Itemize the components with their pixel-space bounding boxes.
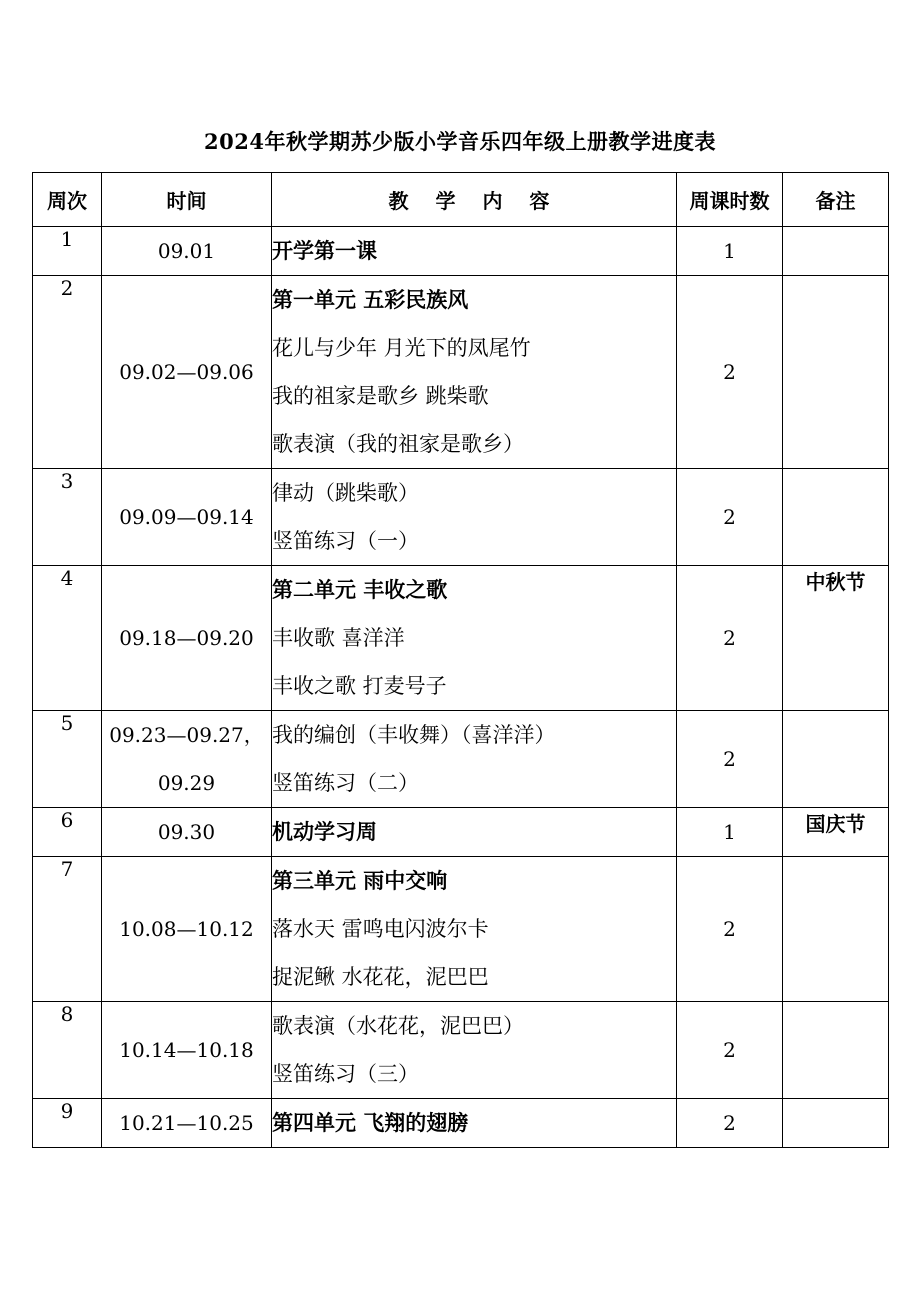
week-cell: 4 xyxy=(33,566,102,711)
table-row xyxy=(33,566,889,711)
content-cell xyxy=(272,227,677,276)
header-week: 周次 xyxy=(33,173,102,227)
week-cell: 8 xyxy=(33,1002,102,1099)
lesson-item: 落水天 雷鸣电闪波尔卡 xyxy=(272,917,489,941)
content-cell xyxy=(272,1099,677,1148)
table-row xyxy=(33,227,889,276)
hours-cell: 2 xyxy=(677,711,783,808)
time-cell xyxy=(102,1099,272,1148)
note-cell: 国庆节 xyxy=(783,808,889,857)
content-cell xyxy=(272,808,677,857)
week-cell: 7 xyxy=(33,857,102,1002)
header-hours: 周课时数 xyxy=(677,173,783,227)
hours-cell: 1 xyxy=(677,808,783,857)
hours-cell: 2 xyxy=(677,857,783,1002)
schedule-body xyxy=(33,227,889,1148)
time-line: 10.08—10.12 xyxy=(119,917,254,941)
hours-cell: 2 xyxy=(677,566,783,711)
time-cell xyxy=(102,1002,272,1099)
lesson-item: 歌表演（我的祖家是歌乡） xyxy=(272,432,524,456)
unit-heading: 开学第一课 xyxy=(272,238,377,263)
header-content: 教 学 内 容 xyxy=(272,173,677,227)
time-cell xyxy=(102,711,272,808)
unit-heading: 第三单元 雨中交响 xyxy=(272,868,448,893)
lesson-item: 捉泥鳅 水花花，泥巴巴 xyxy=(272,965,489,989)
lesson-item: 我的编创（丰收舞）（喜洋洋） xyxy=(272,723,556,747)
note-cell xyxy=(783,1002,889,1099)
time-line: 10.14—10.18 xyxy=(119,1038,254,1062)
page-title: 2024年秋学期苏少版小学音乐四年级上册教学进度表 xyxy=(204,129,716,154)
note-cell xyxy=(783,1099,889,1148)
unit-heading: 第四单元 飞翔的翅膀 xyxy=(272,1110,469,1135)
note-cell: 中秋节 xyxy=(783,566,889,711)
lesson-item: 竖笛练习（二） xyxy=(272,771,419,795)
header-time: 时间 xyxy=(102,173,272,227)
content-cell xyxy=(272,711,677,808)
lesson-item: 丰收之歌 打麦号子 xyxy=(272,674,447,698)
lesson-item: 花儿与少年 月光下的凤尾竹 xyxy=(272,336,531,360)
time-line: 09.02—09.06 xyxy=(119,360,254,384)
hours-cell: 2 xyxy=(677,469,783,566)
lesson-item: 丰收歌 喜洋洋 xyxy=(272,626,405,650)
hours-cell: 2 xyxy=(677,276,783,469)
lesson-item: 歌表演（水花花，泥巴巴） xyxy=(272,1014,524,1038)
header-note: 备注 xyxy=(783,173,889,227)
time-cell xyxy=(102,857,272,1002)
time-cell xyxy=(102,808,272,857)
time-line: 10.21—10.25 xyxy=(119,1111,254,1135)
unit-heading: 第一单元 五彩民族风 xyxy=(272,287,469,312)
time-line: 09.30 xyxy=(157,820,216,844)
week-cell: 5 xyxy=(33,711,102,808)
content-cell xyxy=(272,566,677,711)
hours-cell: 2 xyxy=(677,1099,783,1148)
content-cell xyxy=(272,1002,677,1099)
week-cell: 3 xyxy=(33,469,102,566)
note-cell xyxy=(783,857,889,1002)
week-cell: 1 xyxy=(33,227,102,276)
time-line: 09.09—09.14 xyxy=(119,505,254,529)
table-row xyxy=(33,276,889,469)
table-row xyxy=(33,808,889,857)
time-cell xyxy=(102,566,272,711)
note-cell xyxy=(783,469,889,566)
time-cell xyxy=(102,227,272,276)
time-cell xyxy=(102,276,272,469)
time-cell xyxy=(102,469,272,566)
table-row xyxy=(33,1099,889,1148)
table-row xyxy=(33,1002,889,1099)
time-line: 09.01 xyxy=(157,239,216,263)
header-row xyxy=(33,173,889,227)
lesson-item: 竖笛练习（一） xyxy=(272,529,419,553)
content-cell xyxy=(272,276,677,469)
time-line: 09.29 xyxy=(157,771,216,795)
content-cell xyxy=(272,857,677,1002)
time-line: 09.23—09.27， xyxy=(109,723,264,747)
content-cell xyxy=(272,469,677,566)
unit-heading: 机动学习周 xyxy=(272,819,377,844)
hours-cell: 2 xyxy=(677,1002,783,1099)
lesson-item: 我的祖家是歌乡 跳柴歌 xyxy=(272,384,489,408)
table-row xyxy=(33,469,889,566)
lesson-item: 律动（跳柴歌） xyxy=(272,481,419,505)
note-cell xyxy=(783,276,889,469)
table-row xyxy=(33,857,889,1002)
hours-cell: 1 xyxy=(677,227,783,276)
table-row xyxy=(33,711,889,808)
unit-heading: 第二单元 丰收之歌 xyxy=(272,577,448,602)
week-cell: 2 xyxy=(33,276,102,469)
lesson-item: 竖笛练习（三） xyxy=(272,1062,419,1086)
time-line: 09.18—09.20 xyxy=(119,626,254,650)
schedule-table xyxy=(32,172,889,1148)
note-cell xyxy=(783,227,889,276)
note-cell xyxy=(783,711,889,808)
week-cell: 6 xyxy=(33,808,102,857)
week-cell: 9 xyxy=(33,1099,102,1148)
